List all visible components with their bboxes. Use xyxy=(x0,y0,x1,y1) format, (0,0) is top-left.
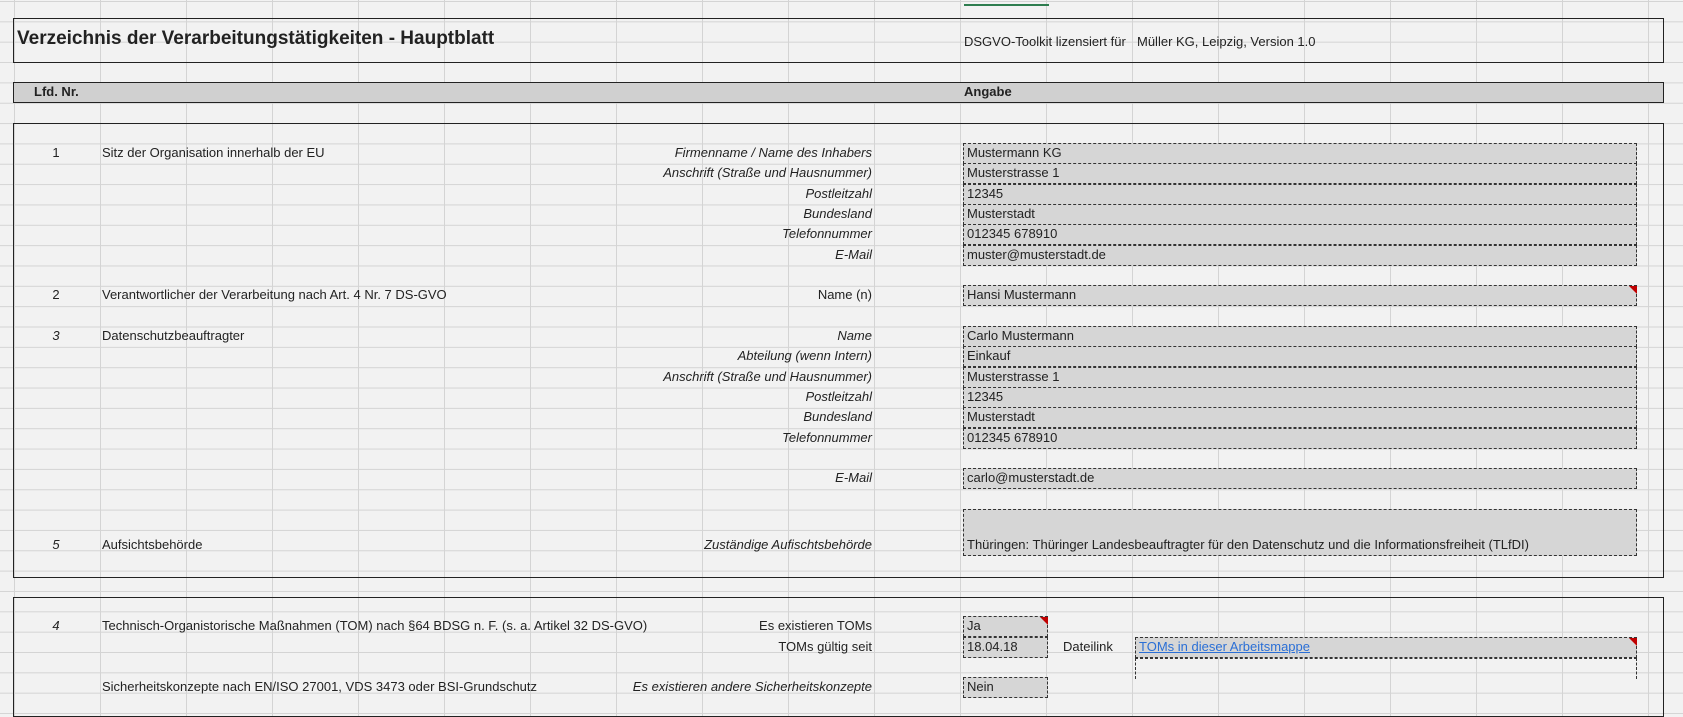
address-label: Anschrift (Straße und Hausnummer) xyxy=(663,165,872,180)
tom-exist-field[interactable]: Ja xyxy=(963,616,1048,637)
license-label: DSGVO-Toolkit lizensiert für xyxy=(964,34,1126,49)
dpo-email-label: E-Mail xyxy=(835,470,872,485)
comment-marker-icon[interactable] xyxy=(1040,617,1048,625)
security-concept-label: Es existieren andere Sicherheitskonzepte xyxy=(632,679,872,694)
comment-marker-icon[interactable] xyxy=(1629,286,1637,294)
responsible-name-field[interactable]: Hansi Mustermann xyxy=(963,285,1637,306)
section-3-title: Datenschutzbeauftragter xyxy=(102,328,245,343)
dpo-state-field[interactable]: Musterstadt xyxy=(963,407,1637,428)
address-field[interactable]: Musterstrasse 1 xyxy=(963,163,1637,184)
authority-label: Zuständige Aufischtsbehörde xyxy=(704,537,872,552)
section-1-number: 1 xyxy=(52,145,60,160)
file-link-label: Dateilink xyxy=(1063,639,1113,654)
tom-file-link[interactable]: TOMs in dieser Arbeitsmappe xyxy=(1139,639,1310,654)
tom-valid-label: TOMs gültig seit xyxy=(778,639,872,654)
dpo-department-field[interactable]: Einkauf xyxy=(963,346,1637,367)
column-header-bar xyxy=(13,82,1664,103)
dpo-phone-label: Telefonnummer xyxy=(782,430,872,445)
section-4-number: 4 xyxy=(52,618,60,633)
authority-field[interactable]: Thüringen: Thüringer Landesbeauftragter für den Datenschutz und die Informationsfreiheit (TLfDI) xyxy=(963,509,1637,556)
postal-code-label: Postleitzahl xyxy=(805,186,872,201)
dpo-name-label: Name xyxy=(837,328,872,343)
phone-field[interactable]: 012345 678910 xyxy=(963,224,1637,245)
tom-valid-field[interactable]: 18.04.18 xyxy=(963,637,1048,658)
dpo-department-label: Abteilung (wenn Intern) xyxy=(737,348,872,363)
section-4-title: Technisch-Organistorische Maßnahmen (TOM) nach §64 BDSG n. F. (s. a. Artikel 32 DS-GVO) xyxy=(102,618,648,633)
email-label: E-Mail xyxy=(835,247,872,262)
section-1-title: Sitz der Organisation innerhalb der EU xyxy=(102,145,325,160)
comment-marker-icon[interactable] xyxy=(1629,638,1637,646)
dpo-phone-field[interactable]: 012345 678910 xyxy=(963,428,1637,449)
page-title: Verzeichnis der Verarbeitungstätigkeiten - Hauptblatt xyxy=(17,28,495,49)
dpo-address-field[interactable]: Musterstrasse 1 xyxy=(963,367,1637,388)
column-header-angabe: Angabe xyxy=(964,84,1012,99)
email-field[interactable]: muster@musterstadt.de xyxy=(963,245,1637,266)
dpo-email-field[interactable]: carlo@musterstadt.de xyxy=(963,468,1637,489)
dpo-address-label: Anschrift (Straße und Hausnummer) xyxy=(663,369,872,384)
state-field[interactable]: Musterstadt xyxy=(963,204,1637,225)
dpo-postal-code-field[interactable]: 12345 xyxy=(963,387,1637,408)
active-cell-indicator xyxy=(964,4,1049,6)
section-2-title: Verantwortlicher der Verarbeitung nach Art. 4 Nr. 7 DS-GVO xyxy=(102,287,447,302)
state-label: Bundesland xyxy=(803,206,872,221)
section-3-number: 3 xyxy=(52,328,60,343)
dpo-state-label: Bundesland xyxy=(803,409,872,424)
company-name-field[interactable]: Mustermann KG xyxy=(963,143,1637,164)
security-concept-title: Sicherheitskonzepte nach EN/ISO 27001, VDS 3473 oder BSI-Grundschutz xyxy=(102,679,538,694)
dpo-postal-code-label: Postleitzahl xyxy=(805,389,872,404)
license-value: Müller KG, Leipzig, Version 1.0 xyxy=(1137,34,1316,49)
company-name-label: Firmenname / Name des Inhabers xyxy=(674,145,872,160)
section-5-number: 5 xyxy=(52,537,60,552)
empty-field[interactable] xyxy=(1135,658,1637,679)
section-2-number: 2 xyxy=(52,287,60,302)
section-5-title: Aufsichtsbehörde xyxy=(102,537,203,552)
tom-exist-label: Es existieren TOMs xyxy=(759,618,872,633)
dpo-name-field[interactable]: Carlo Mustermann xyxy=(963,326,1637,347)
postal-code-field[interactable]: 12345 xyxy=(963,184,1637,205)
column-header-lfd-nr: Lfd. Nr. xyxy=(34,84,79,99)
file-link-field[interactable] xyxy=(1135,637,1637,658)
phone-label: Telefonnummer xyxy=(782,226,872,241)
responsible-name-label: Name (n) xyxy=(817,287,872,302)
security-concept-field[interactable]: Nein xyxy=(963,677,1048,698)
